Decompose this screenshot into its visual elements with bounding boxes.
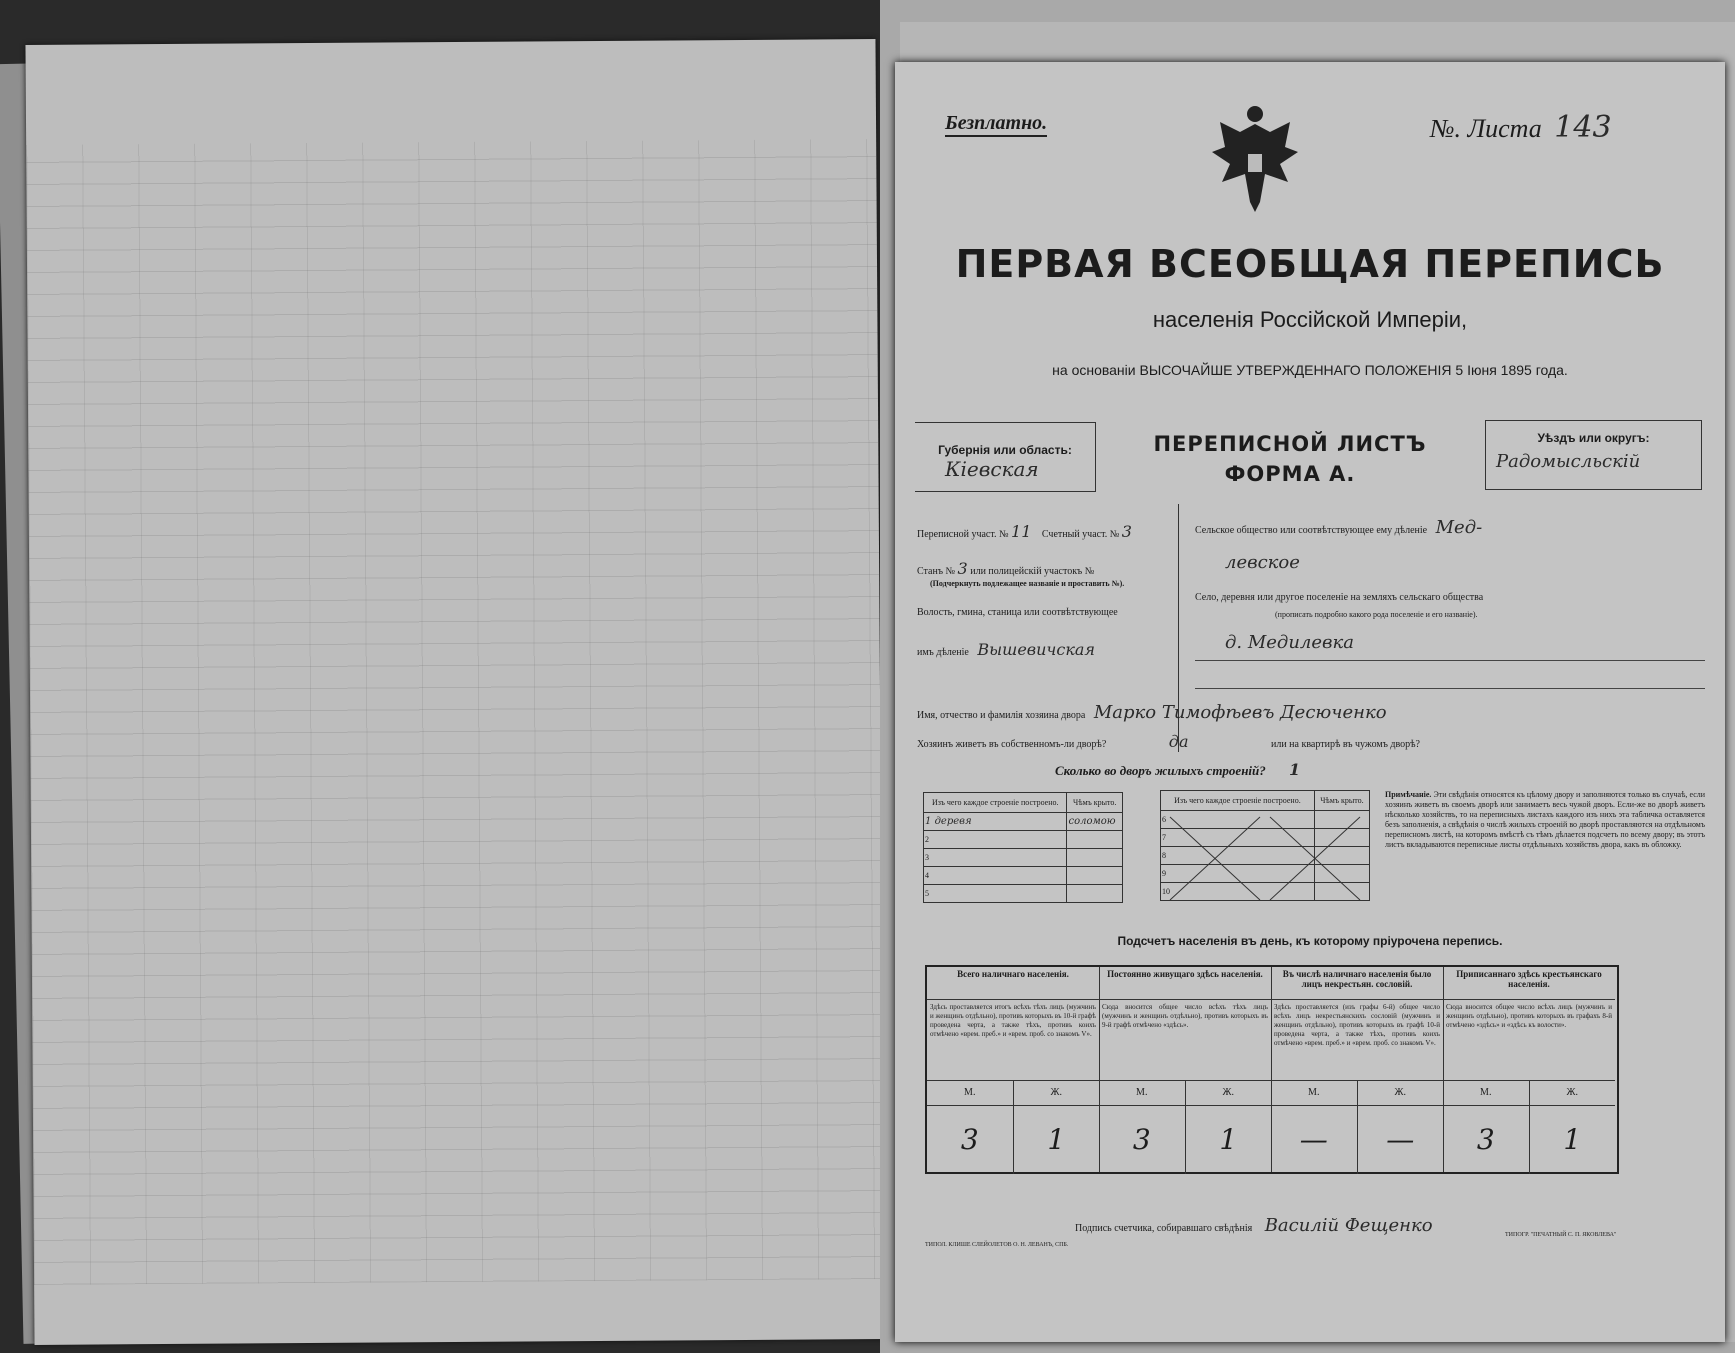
buildings-note	[1385, 790, 1705, 850]
count-f-value: 1	[1047, 1123, 1066, 1156]
rent-label: или на квартирѣ въ чужомъ дворѣ?	[1270, 739, 1420, 750]
uezd-value: Радомысльскій	[1496, 451, 1641, 472]
buildings-table-left	[923, 792, 1123, 903]
count-m-value: 3	[1099, 1106, 1186, 1174]
selskoe-value-2: левское	[1225, 552, 1300, 573]
buildings-value: 1	[1289, 760, 1301, 779]
stan-rest: или полицейскій участокъ №	[970, 566, 1095, 577]
note-title: Примѣчаніе.	[1385, 790, 1432, 799]
form-type-title: ПЕРЕПИСНОЙ ЛИСТЪ	[1153, 432, 1427, 456]
census-form	[895, 62, 1725, 1342]
count-group-desc: Сюда вносится общее число всѣхъ тѣхъ лицъ (мужчинъ и женщинъ отдѣльно), противъ которыхъ въ 9-й графѣ отмѣчено «здѣсь».	[1099, 1000, 1271, 1081]
count-group	[927, 967, 1100, 1172]
count-f-value: 1	[1219, 1123, 1238, 1156]
row-num: 3	[924, 849, 1067, 867]
own-yard-value: да	[1168, 732, 1189, 751]
schetny-uchast-label: Счетный участ. №	[1041, 529, 1120, 540]
gubernia-label: Губернія или область:	[938, 443, 1072, 457]
volost-label-2: имъ дѣленіе	[917, 647, 969, 658]
stan	[917, 559, 1094, 578]
eagle-emblem	[1210, 102, 1300, 222]
count-m-label: М.	[1271, 1081, 1358, 1105]
count-title: Подсчетъ населенія въ день, къ которому пріурочена перепись.	[1117, 934, 1503, 948]
selo-note: (прописать подробно какого рода поселеніе и его названіе).	[1275, 610, 1478, 619]
form-basis: на основаніи ВЫСОЧАЙШЕ УТВЕРЖДЕННАГО ПОЛОЖЕНІЯ 5 Іюня 1895 года.	[1052, 362, 1568, 378]
schetny-uchast-value: 3	[1121, 522, 1132, 541]
row-num: 2	[924, 831, 1067, 849]
stan-value: 3	[957, 559, 968, 578]
row-num: 6	[1161, 811, 1315, 829]
uezd-label: Уѣздъ или округъ:	[1537, 431, 1650, 445]
owner-name-label: Имя, отчество и фамилія хозяина двора	[917, 710, 1086, 721]
form-subtitle: населенія Россійской Имперіи,	[1152, 307, 1468, 332]
count-group-head: Въ числѣ наличнаго населенія было лицъ некрестьян. сословій.	[1271, 967, 1443, 1000]
sheet-number	[1430, 110, 1612, 145]
free-label: Безплатно.	[945, 112, 1047, 137]
stan-label: Станъ №	[917, 566, 956, 577]
count-group-desc: Здѣсь проставляется (изъ графы 6-й) общее число всѣхъ лицъ некрестьянскихъ сословій (мужчинъ и женщинъ отдѣльно), противъ которыхъ въ графѣ 10-й проведена черта, а также тѣхъ, противъ коихъ отмѣчено «врем. преб.» и «врем. проб. со знакомъ V».	[1271, 1000, 1443, 1081]
sheet-number-label: №. Листа	[1430, 114, 1542, 143]
perepis-uchast-value: 11	[1011, 522, 1032, 541]
row-roof: соломою	[1067, 813, 1123, 831]
buildings-col-material: Изъ чего каждое строеніе построено.	[924, 793, 1067, 813]
selskoe-value-1: Мед-	[1435, 517, 1483, 538]
row-num: 7	[1161, 829, 1315, 847]
signature-label: Подпись счетчика, собиравшаго свѣдѣнія	[1075, 1223, 1253, 1234]
row-num: 8	[1161, 847, 1315, 865]
volost	[917, 640, 1095, 659]
sheet-number-value: 143	[1554, 110, 1612, 145]
row-num: 10	[1161, 883, 1315, 901]
owner-yard	[917, 732, 1420, 751]
count-m-label: М.	[927, 1081, 1014, 1105]
owner-name	[917, 702, 1387, 723]
cross-out-marks	[1165, 812, 1365, 904]
selskoe-label: Сельское общество или соотвѣтствующее ему дѣленіе	[1195, 525, 1428, 536]
count-f-value: 1	[1563, 1123, 1582, 1156]
count-f-value: —	[1386, 1123, 1415, 1156]
count-m-label: М.	[1443, 1081, 1530, 1105]
buildings-col-roof: Чѣмъ крыто.	[1067, 793, 1123, 813]
count-group	[1271, 967, 1444, 1172]
signature	[1075, 1215, 1433, 1236]
count-m-value: —	[1271, 1106, 1358, 1174]
row-num: 9	[1161, 865, 1315, 883]
buildings-label: Сколько во дворъ жилыхъ строеній?	[1055, 763, 1266, 778]
count-group	[1443, 967, 1615, 1172]
row-num: 4	[924, 867, 1067, 885]
count-group-desc: Сюда вносится общее число всѣхъ лицъ (мужчинъ и женщинъ отдѣльно), противъ которыхъ въ графахъ 8-й отмѣчено «здѣсь» и «здѣсь къ волости».	[1443, 1000, 1615, 1081]
selo-label: Село, деревня или другое поселеніе на земляхъ сельскаго общества	[1195, 592, 1484, 603]
printer-left: ТИПОЛ. КЛИШЕ СЛЕЙОЛЕТОВ О. Н. ЛЕВАНЪ, СПБ.	[925, 1242, 1069, 1248]
stan-note: (Подчеркнуть подлежащее названіе и проставить №).	[930, 579, 1125, 588]
buildings-col-material: Изъ чего каждое строеніе построено.	[1161, 791, 1315, 811]
selo-value: д. Медилевка	[1225, 632, 1355, 653]
buildings-count	[1055, 760, 1300, 779]
own-yard-label: Хозяинъ живетъ въ собственномъ-ли дворѣ?	[917, 739, 1107, 750]
count-group	[1099, 967, 1272, 1172]
count-group-head: Всего наличнаго населенія.	[927, 967, 1099, 1000]
signature-value: Василій Фещенко	[1264, 1215, 1433, 1236]
gubernia-value: Кіевская	[945, 457, 1039, 481]
volost-label: Волость, гмина, станица или соотвѣтствующее	[917, 607, 1118, 618]
row-num: 1	[925, 816, 932, 827]
count-group-desc: Здѣсь проставляется итогъ всѣхъ тѣхъ лицъ (мужчинъ и женщинъ отдѣльно), противъ которыхъ въ 10-й графѣ проведена черта, а также тѣхъ, противъ коихъ отмѣчено «врем. преб.» и «врем. проб. со знакомъ V».	[927, 1000, 1099, 1081]
uezd-box	[1485, 420, 1702, 490]
count-group-head: Приписаннаго здѣсь крестьянскаго населенія.	[1443, 967, 1615, 1000]
buildings-col-roof: Чѣмъ крыто.	[1314, 791, 1369, 811]
printer-right: ТИПОГР. "ПЕЧАТНЫЙ С. П. ЯКОВЛЕВА"	[1505, 1232, 1617, 1238]
count-f-label: Ж.	[1566, 1087, 1578, 1098]
left-page	[25, 39, 884, 1345]
row-material: деревя	[934, 816, 972, 827]
form-title: ПЕРВАЯ ВСЕОБЩАЯ ПЕРЕПИСЬ	[955, 242, 1665, 286]
owner-name-value: Марко Тимофѣевъ Десюченко	[1093, 702, 1387, 723]
population-count-table	[925, 965, 1619, 1174]
count-f-label: Ж.	[1222, 1087, 1234, 1098]
count-f-label: Ж.	[1050, 1087, 1062, 1098]
form-type-subtitle: ФОРМА А.	[1224, 462, 1356, 486]
selskoe	[1195, 517, 1695, 538]
count-f-label: Ж.	[1394, 1087, 1406, 1098]
note-text: Эти свѣдѣнія относятся къ цѣлому двору и заполняются только въ случаѣ, если хозяинъ живетъ въ своемъ дворѣ или занимаетъ весь чужой дворъ. Если-же во дворѣ живетъ нѣсколько хозяйствъ, то на переписныхъ листахъ каждого изъ нихъ эта табличка оставляется безъ заполненія, а свѣдѣнія о числѣ жилыхъ строеній во дворѣ проставляются на отдѣльномъ переписномъ листѣ, на которомъ вмѣстѣ съ тѣмъ дѣлается подсчетъ по всему двору; въ этотъ листъ вкладываются переписные листы отдѣльныхъ хозяйствъ двора, какъ въ обложку.	[1385, 790, 1706, 849]
gubernia-box	[915, 422, 1096, 492]
count-m-value: 3	[1443, 1106, 1530, 1174]
count-group-head: Постоянно живущаго здѣсь населенія.	[1099, 967, 1271, 1000]
perepis-uchast	[917, 522, 1132, 541]
perepis-uchast-label: Переписной участ. №	[917, 529, 1009, 540]
volost-value: Вышевичская	[977, 640, 1096, 659]
row-num: 5	[924, 885, 1067, 903]
count-m-label: М.	[1099, 1081, 1186, 1105]
count-m-value: 3	[927, 1106, 1014, 1174]
